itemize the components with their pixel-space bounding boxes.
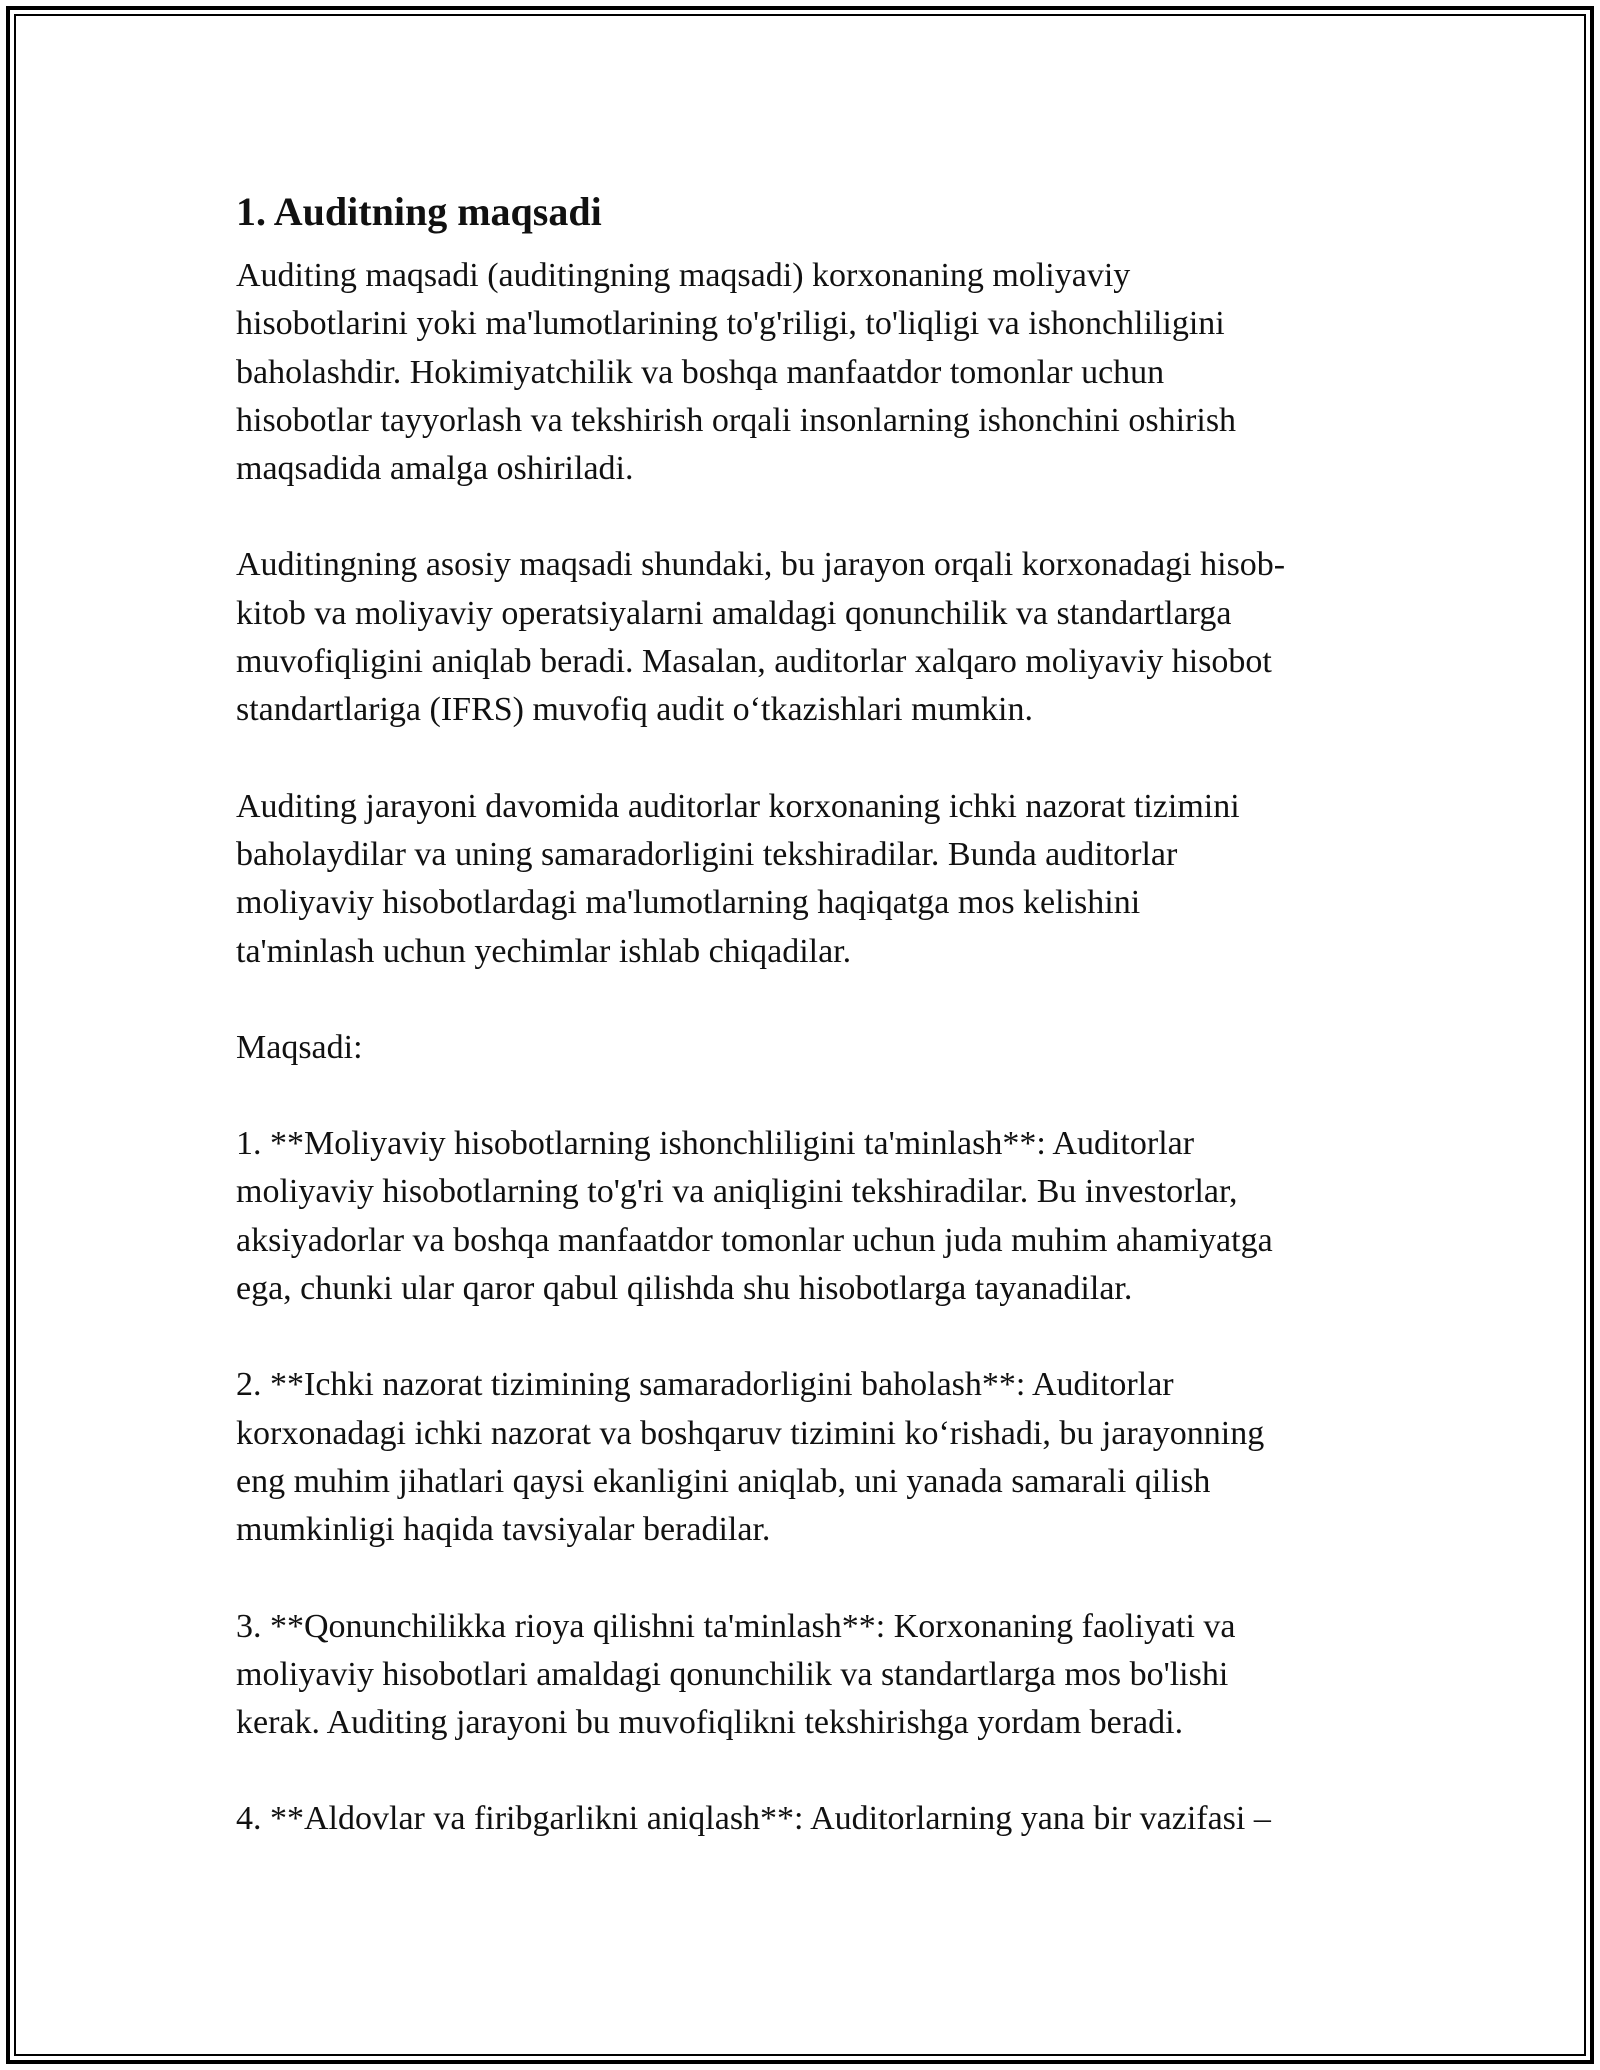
goal-item-4: 4. **Aldovlar va firibgarlikni aniqlash**: Auditorlarning yana bir vazifasi – [236, 1800, 1271, 1838]
goals-heading: Maqsadi: [236, 1028, 363, 1066]
goal-item-2: 2. **Ichki nazorat tizimining samaradorligini baholash**: Auditorlar korxonadagi ichki nazorat va boshqaruv tizimini ko‘rishadi, bu jarayonning eng muhim jihatlari qaysi ekanligini aniqlab, uni yanada samarali qilish mumkinligi haqida tavsiyalar beradilar. [236, 1366, 1265, 1549]
goal-item-1: 1. **Moliyaviy hisobotlarning ishonchliligini ta'minlash**: Auditorlar moliyaviy hisobotlarning to'g'ri va aniqligini tekshiradilar. Bu investorlar, aksiyadorlar va boshqa manfaatdor tomonlar uchun juda muhim ahamiyatga ega, chunki ular qaror qabul qilishda shu hisobotlarga tayanadilar. [236, 1125, 1273, 1308]
page-title: 1. Auditning maqsadi [236, 189, 602, 234]
paragraph-process: Auditing jarayoni davomida auditorlar korxonaning ichki nazorat tizimini baholaydilar va uning samaradorligini tekshiradilar. Bunda auditorlar moliyaviy hisobotlardagi ma'lumotlarning haqiqatga mos kelishini ta'minlash uchun yechimlar ishlab chiqadilar. [236, 787, 1240, 970]
paragraph-intro: Auditing maqsadi (auditingning maqsadi) korxonaning moliyaviy hisobotlarini yoki ma'lumotlarining to'g'riligi, to'liqligi va ishonchliligini baholashdir. Hokimiyatchilik va boshqa manfaatdor tomonlar uchun hisobotlar tayyorlash va tekshirish orqali insonlarning ishonchini oshirish maqsadida amalga oshiriladi. [236, 257, 1237, 488]
page-content [236, 182, 1376, 1844]
document-body [236, 252, 1376, 1844]
goal-item-3: 3. **Qonunchilikka rioya qilishni ta'minlash**: Korxonaning faoliyati va moliyaviy hisobotlari amaldagi qonunchilik va standartlarga mos bo'lishi kerak. Auditing jarayoni bu muvofiqlikni tekshirishga yordam beradi. [236, 1607, 1236, 1742]
paragraph-main-purpose: Auditingning asosiy maqsadi shundaki, bu jarayon orqali korxonadagi hisob- kitob va moliyaviy operatsiyalarni amaldagi qonunchilik va standartlarga muvofiqligini aniqlab beradi. Masalan, auditorlar xalqaro moliyaviy hisobot standartlariga (IFRS) muvofiq audit o‘tkazishlari mumkin. [236, 546, 1286, 729]
